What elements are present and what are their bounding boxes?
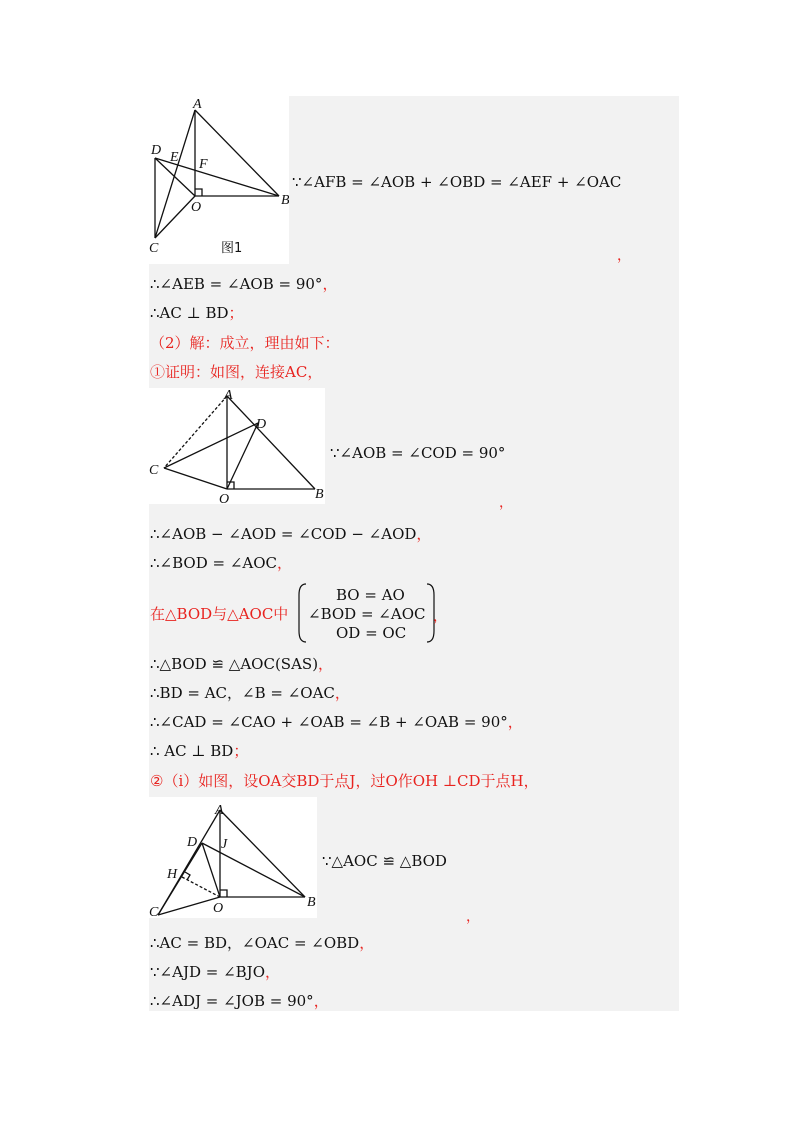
- line-16: ∴AC = BD，∠OAC = ∠OBD，: [150, 934, 375, 952]
- line-10: ∴△BOD ≌ △AOC(SAS)，: [150, 655, 334, 673]
- fig3-label-d: D: [187, 835, 198, 850]
- line-18: ∴∠ADJ = ∠JOB = 90°，: [150, 992, 329, 1010]
- system-row-3: OD = OC: [336, 624, 407, 642]
- line-8: ∴∠BOD = ∠AOC，: [150, 554, 293, 572]
- line-11: ∴BD = AC，∠B = ∠OAC，: [150, 684, 350, 702]
- line-6: ∵∠AOB = ∠COD = 90°: [330, 444, 506, 462]
- line-2: ∴∠AEB = ∠AOB = 90°，: [150, 275, 338, 293]
- figure-2: [149, 388, 325, 504]
- fig1-label-c: C: [149, 241, 159, 256]
- figure-1: [149, 96, 289, 264]
- line-12: ∴∠CAD = ∠CAO + ∠OAB = ∠B + ∠OAB = 90°，: [150, 713, 523, 731]
- fig3-label-h: H: [167, 867, 178, 882]
- fig3-label-j: J: [221, 837, 228, 852]
- system-left-brace: [296, 583, 308, 643]
- comma-3: ，: [433, 609, 447, 625]
- figure-3: [149, 797, 317, 918]
- comma-2: ，: [499, 495, 513, 511]
- line-17: ∵∠AJD = ∠BJO，: [150, 963, 281, 981]
- line-3: ∴AC ⊥ BD；: [150, 304, 244, 322]
- fig3-label-b: B: [307, 895, 316, 910]
- line-15: ∵△AOC ≌ △BOD: [322, 852, 447, 870]
- line-13: ∴ AC ⊥ BD；: [150, 742, 249, 760]
- line-5: ①证明：如图，连接AC，: [150, 363, 323, 381]
- line-14: ②（i）如图，设OA交BD于点J，过O作OH ⊥CD于点H，: [150, 772, 539, 790]
- fig1-label-o: O: [191, 200, 202, 215]
- fig1-label-f: F: [199, 157, 208, 172]
- line-7: ∴∠AOB − ∠AOD = ∠COD − ∠AOD，: [150, 525, 432, 543]
- system-row-2: ∠BOD = ∠AOC: [308, 605, 426, 623]
- figure-2-diagram: [149, 388, 325, 504]
- fig3-label-c: C: [149, 905, 159, 918]
- line-9-prefix: 在△BOD与△AOC中: [150, 605, 289, 623]
- fig2-label-d: D: [256, 417, 267, 432]
- figure-1-diagram: [149, 96, 289, 264]
- fig2-label-c: C: [149, 463, 159, 478]
- fig2-label-b: B: [315, 487, 324, 502]
- fig1-label-d: D: [151, 143, 162, 158]
- fig1-label-e: E: [170, 150, 179, 165]
- system-row-1: BO = AO: [336, 586, 405, 604]
- fig1-label-b: B: [281, 193, 289, 208]
- fig2-label-a: A: [224, 388, 233, 403]
- line-4-section-2: （2）解：成立，理由如下：: [150, 334, 340, 352]
- fig1-label-a: A: [193, 97, 202, 112]
- comma-1: ，: [617, 248, 631, 264]
- fig3-label-a: A: [215, 803, 224, 818]
- fig2-label-o: O: [219, 492, 230, 504]
- comma-4: ，: [466, 909, 480, 925]
- fig3-label-o: O: [213, 901, 224, 916]
- line-1: ∵∠AFB = ∠AOB + ∠OBD = ∠AEF + ∠OAC: [292, 173, 622, 191]
- figure-3-diagram: [149, 797, 317, 918]
- fig1-caption: 图1: [221, 241, 243, 256]
